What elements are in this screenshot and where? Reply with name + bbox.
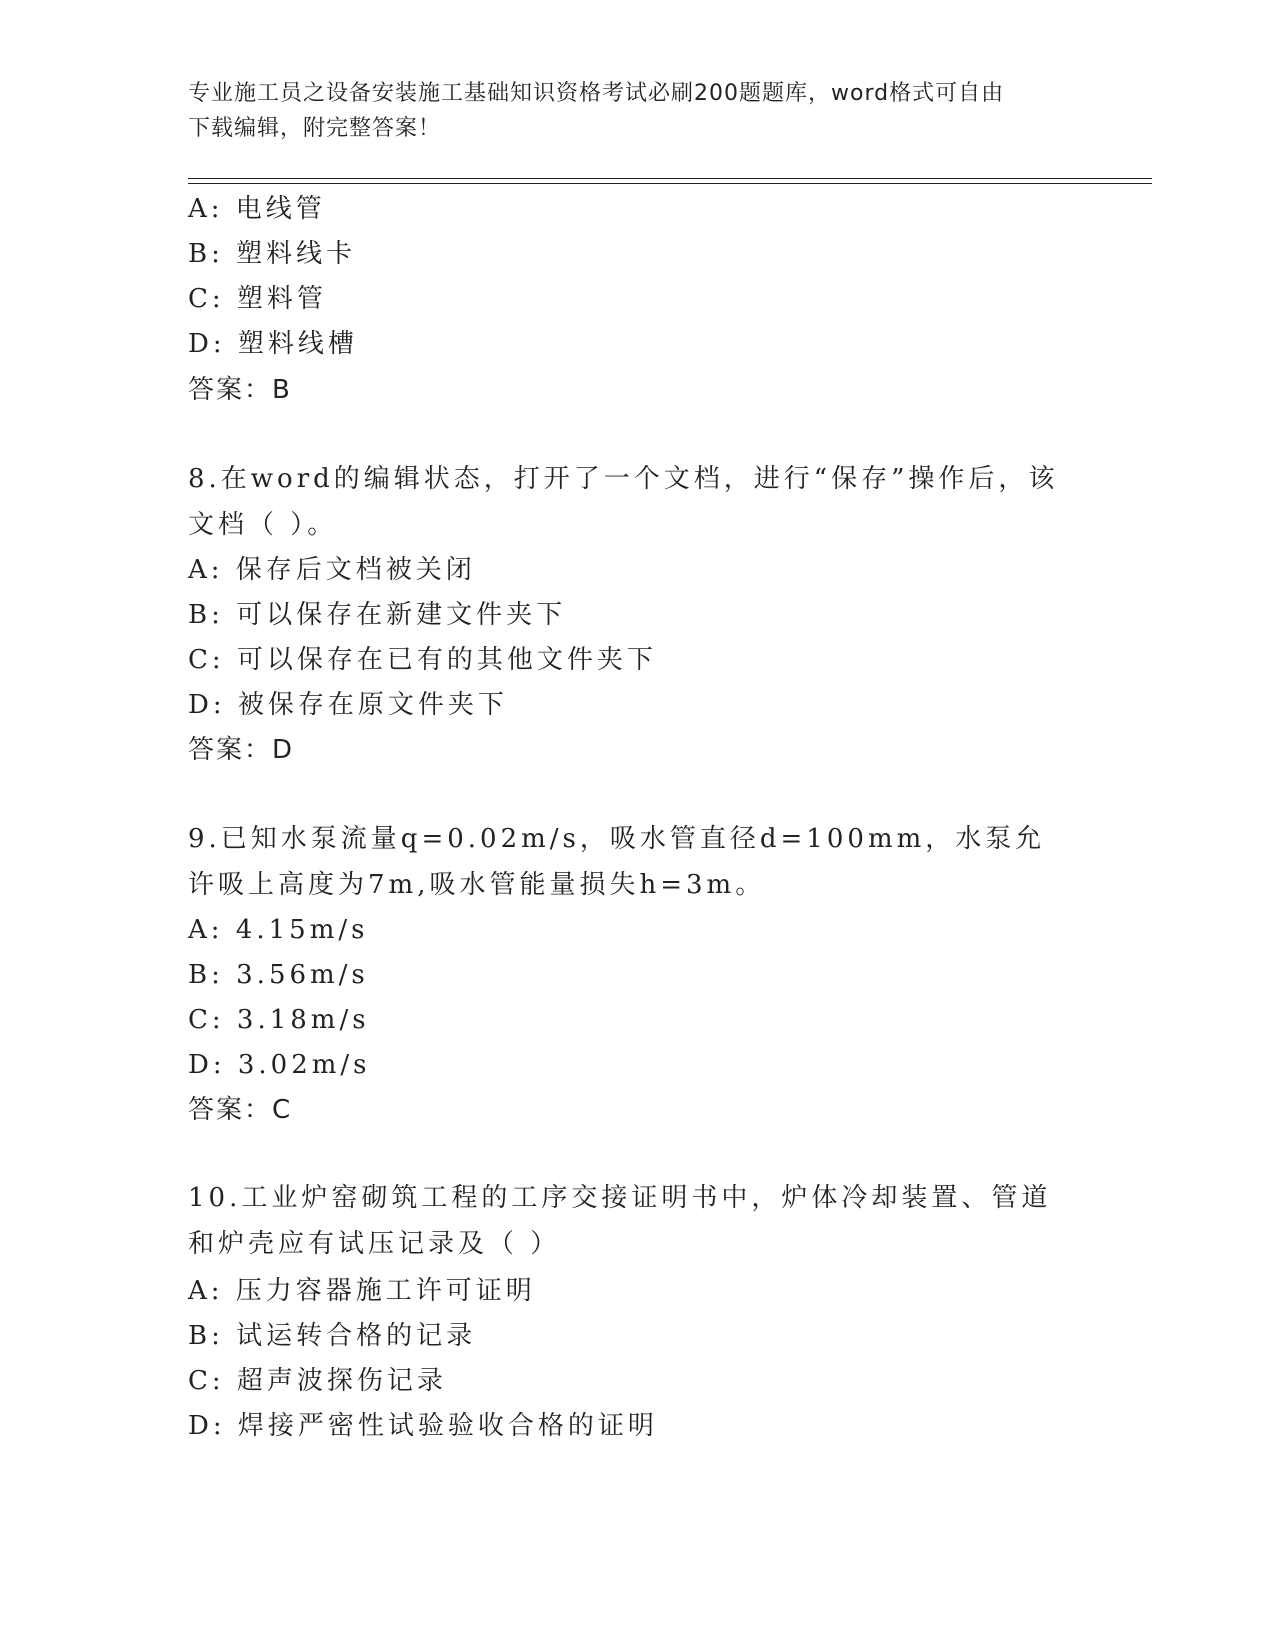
q8-option-d: D: 被保存在原文件夹下 (188, 690, 508, 720)
header-divider-bottom (188, 183, 1152, 184)
q8-option-c: C: 可以保存在已有的其他文件夹下 (188, 645, 657, 675)
q10-option-b: B: 试运转合格的记录 (188, 1321, 477, 1351)
q8-question-text: 8.在word的编辑状态，打开了一个文档，进行“保存”操作后，该文档（ ）。 (188, 464, 1059, 540)
q7-option-a: A: 电线管 (188, 194, 326, 224)
q9-option-a: A: 4.15m/s (188, 915, 369, 945)
q8-answer: 答案：D (188, 735, 295, 765)
q10-option-d: D: 焊接严密性试验验收合格的证明 (188, 1411, 658, 1441)
q7-answer: 答案：B (188, 375, 292, 405)
q7-option-d: D: 塑料线槽 (188, 329, 358, 359)
q9-question-text: 9.已知水泵流量q=0.02m/s，吸水管直径d=100mm，水泵允许吸上高度为7m,吸水管能量损失h=3m。 (188, 824, 1046, 900)
q10-option-a: A: 压力容器施工许可证明 (188, 1276, 536, 1306)
q9-answer: 答案：C (188, 1095, 293, 1125)
header-line-1: 专业施工员之设备安装施工基础知识资格考试必刷200题题库，word格式可自由 (188, 81, 1005, 106)
header-line-2: 下载编辑，附完整答案！ (188, 116, 442, 141)
q8-option-a: A: 保存后文档被关闭 (188, 555, 476, 585)
q9-option-c: C: 3.18m/s (188, 1005, 370, 1035)
q7-option-c: C: 塑料管 (188, 284, 327, 314)
q8-option-b: B: 可以保存在新建文件夹下 (188, 600, 567, 630)
q9-option-d: D: 3.02m/s (188, 1050, 371, 1080)
q7-option-b: B: 塑料线卡 (188, 239, 357, 269)
q9-option-b: B: 3.56m/s (188, 960, 369, 990)
header-divider-top (188, 178, 1152, 179)
document-header (188, 76, 1068, 146)
q10-option-c: C: 超声波探伤记录 (188, 1366, 447, 1396)
q10-question-text: 10.工业炉窑砌筑工程的工序交接证明书中，炉体冷却装置、管道和炉壳应有试压记录及（ ） (188, 1183, 1052, 1259)
